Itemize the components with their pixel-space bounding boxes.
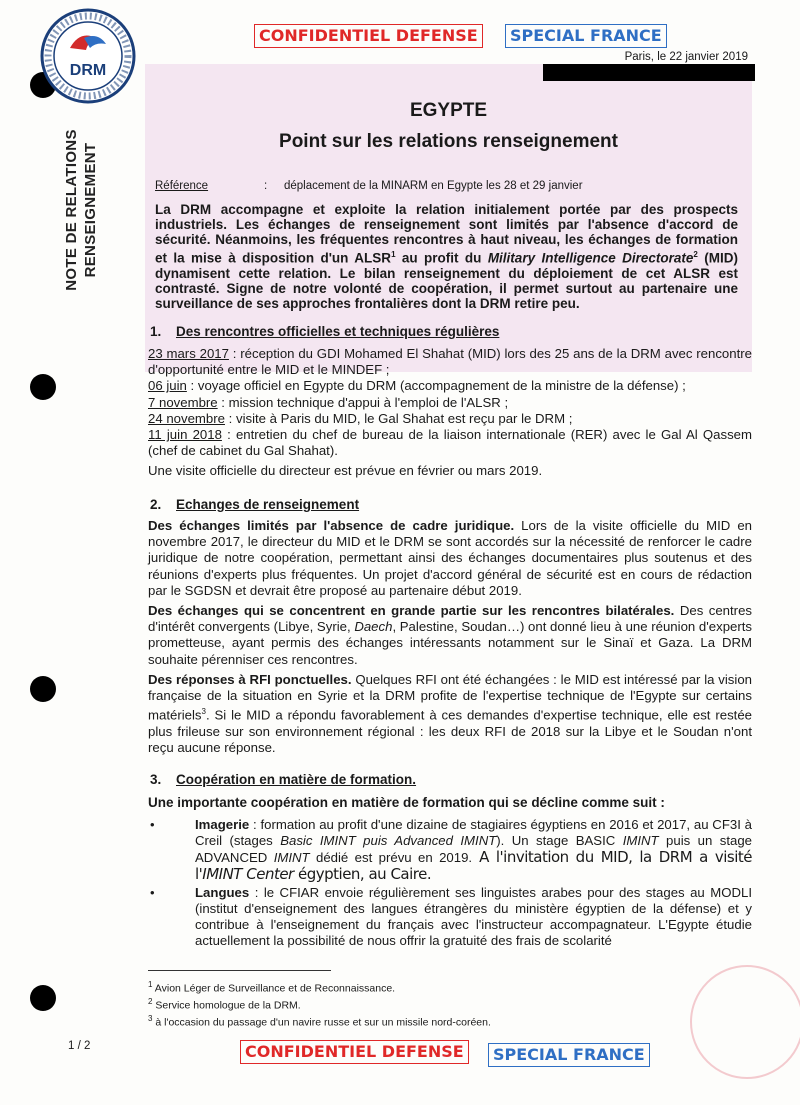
footnote-3: $^3$ à l'occasion du passage d'un navire russe et sur un missile nord-coréen. [148,1014,491,1029]
section-2-paragraph: Des échanges qui se concentrent en grande partie sur les rencontres bilatérales. Des centres d'intérêt convergents (Libye, Syrie, Daech, Palestine, Soudan…) ont donné lieu à une réunion d'experts prometteuse, ayant permis des échanges intéressants notamment sur le Sinaï et Gaza. La DRM souhaite pérenniser ces rencontres. [148,603,753,667]
meeting-item: 7 novembre : mission technique d'appui à l'emploi de l'ALSR ; [148,394,509,410]
section-1-body [148,346,752,480]
section-1-closing: Une visite officielle du directeur est prévue en février ou mars 2019. [148,463,543,479]
faint-seal [690,965,800,1079]
meeting-item: 24 novembre : visite à Paris du MID, le Gal Shahat est reçu par le DRM ; [148,410,573,426]
bullet-icon: • [150,885,155,900]
punch-hole [30,374,56,400]
section-3-heading: 3. Coopération en matière de formation. [150,772,417,787]
punch-hole [30,985,56,1011]
footnote-2: $^2$ Service homologue de la DRM. [148,997,301,1012]
footnote-separator [148,970,331,971]
section-2-paragraph: Des réponses à RFI ponctuelles. Quelques RFI ont été échangées : le MID est intéressé par la vision française de la situation en Syrie et la DRM profite de l'expertise technique de l'Egypte sur certains matériels$^3$. Si le MID a répondu favorablement à ces demandes d'expertise technique, elle est restée plus frileuse sur son environnement régional : les deux RFI de 2018 sur la Libye et le Soudan n'ont reçu aucune réponse. [148,671,752,756]
sidebar-line-2: RENSEIGNEMENT [82,142,99,278]
section-2-heading: 2. Echanges de renseignement [150,497,360,512]
stamp-special-france-top: SPECIAL FRANCE [505,24,667,48]
sidebar-line-1: NOTE DE RELATIONS [63,129,80,291]
stamp-confidentiel-top: CONFIDENTIEL DEFENSE [254,24,483,48]
section-1-heading: 1. Des rencontres officielles et techniques régulières [150,324,500,339]
bullet-langues: • Langues : le CFIAR envoie régulièrement ses linguistes arabes pour des stages au MODLI (institut d'enseignement des langues étrangères du ministère égyptien de la défense) et y contribue à l'enseignement du français avec l'instructeur accompagnateur. L'Egypte étudie actuellement la possibilité de nous offrir la gratuité des frais de scolarité [150,885,752,948]
footnote-1: $^1$ Avion Léger de Surveillance et de Reconnaissance. [148,980,396,995]
logo-text: DRM [69,62,107,79]
handwritten-annotation: A l'invitation du MID, la DRM a visité l' [195,848,752,883]
meeting-item: 06 juin : voyage officiel en Egypte du DRM (accompagnement de la ministre de la défense) ; [148,378,686,394]
punch-hole [30,676,56,702]
sidebar-note-type [62,120,99,300]
document-date: Paris, le 22 janvier 2019 [624,51,748,63]
bullet-imagerie: • Imagerie : formation au profit d'une dizaine de stagiaires égyptiens en 2016 et 2017, au CF3I à Creil (stages Basic IMINT puis Advanced IMINT). Un stage BASIC IMINT puis un stage ADVANCED IMINT dédié est prévu en 2019. A l'invitation du MID, la DRM a visité l'IMINT Center égyptien, au Caire. [150,817,753,883]
section-2-paragraph: Des échanges limités par l'absence de cadre juridique. Lors de la visite officielle du MID en novembre 2017, le directeur du MID et le DRM se sont accordés sur la nécessité de renforcer le cadre juridique de notre coopération, permettant ainsi des échanges documentaires plus soutenus et des réunions d'experts plus fréquentes. Un projet d'accord général de sécurité est en cours de rédaction par le SGDSN et devrait être proposé au partenaire début 2019. [148,518,752,598]
stamp-special-france-bottom: SPECIAL FRANCE [488,1043,650,1067]
meeting-item: 11 juin 2018 : entretien du chef de bureau de la liaison internationale (RER) avec le Gal Al Qassem (chef de cabinet du Gal Shahat). [148,427,752,459]
redaction-bar [543,64,755,81]
meeting-item: 23 mars 2017 : réception du GDI Mohamed El Shahat (MID) lors des 25 ans de la DRM avec rencontre d'opportunité entre le MID et le MINDEF ; [148,346,752,378]
page-subtitle: Point sur les relations renseignement [279,131,618,152]
page-number: 1 / 2 [68,1040,91,1052]
reference-separator: : [264,180,268,192]
section-3-intro: Une importante coopération en matière de formation qui se décline comme suit : [148,795,665,810]
page-title: EGYPTE [409,100,488,121]
stamp-confidentiel-bottom: CONFIDENTIEL DEFENSE [240,1040,469,1064]
drm-logo [40,8,136,104]
section-2-body [148,518,752,760]
reference-text: déplacement de la MINARM en Egypte les 28 et 29 janvier [284,180,583,192]
reference-label: Référence [155,180,209,192]
bullet-icon: • [150,817,155,832]
summary-paragraph: La DRM accompagne et exploite la relation initialement portée par des prospects industriels. Les échanges de renseignement sont limités par l'absence d'accord de sécurité. Néanmoins, les fréquentes rencontres à haut niveau, les échanges de formation et la mise à disposition d'un ALSR$^1$ au profit du Military Intelligence Directorate$^2$ (MID) dynamisent cette relation. Le bilan renseignement du déploiement de cet ALSR est contrasté. Signe de notre volonté de coopération, il permet surtout au partenaire une surveillance de ses approches frontalières dont la DRM retire peu. [155,202,738,311]
